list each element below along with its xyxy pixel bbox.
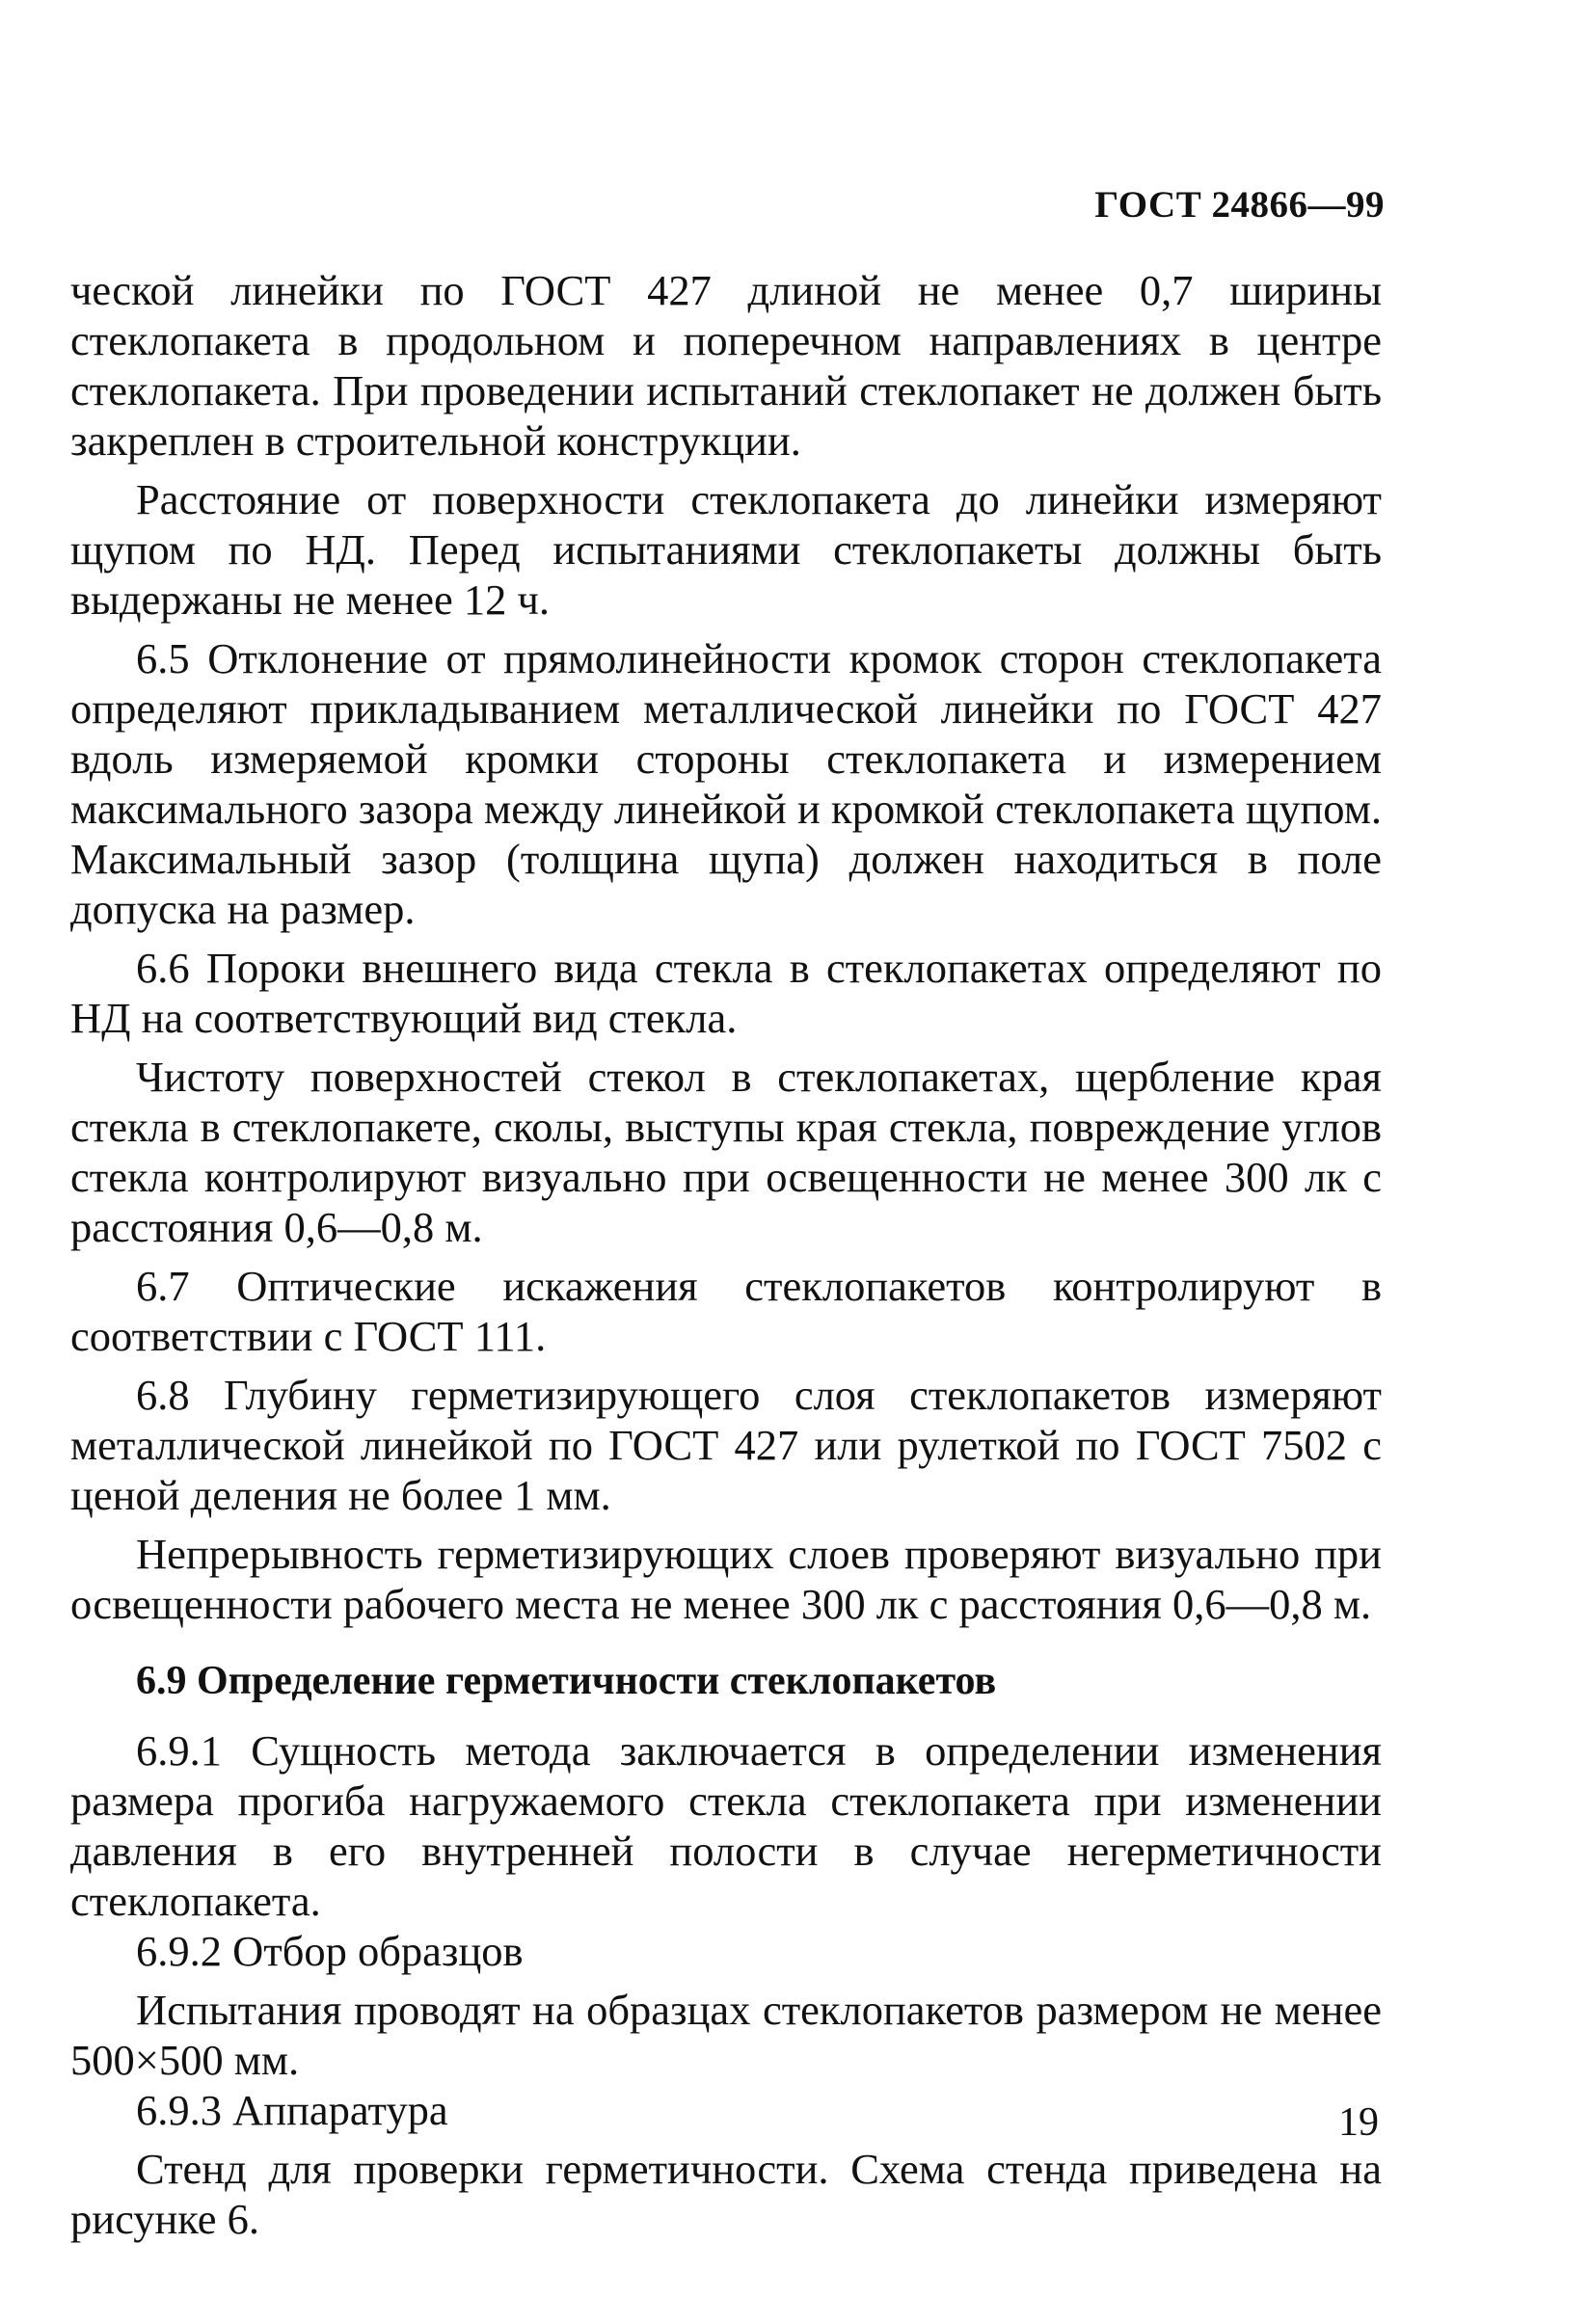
paragraph: Стенд для проверки герметичности. Схема стенда приведена на рисунке 6. — [70, 2145, 1382, 2243]
paragraph-6-9-2: 6.9.2 Отбор образцов — [136, 1927, 524, 1975]
paragraph-6-6: 6.6 Пороки внешнего вида стекла в стеклопакетах определяют по НД на соответствующий вид стекла. — [70, 944, 1382, 1042]
page-header-standard-code: ГОСТ 24866—99 — [1094, 184, 1385, 226]
paragraph-6-8: 6.8 Глубину герметизирующего слоя стеклопакетов измеряют металлической линейкой по ГОСТ 427 или рулеткой по ГОСТ 7502 с ценой деления не более 1 мм. — [70, 1371, 1382, 1519]
paragraph: Непрерывность герметизирующих слоев проверяют визуально при освещенности рабочего места не менее 300 лк с расстояния 0,6—0,8 м. — [70, 1530, 1382, 1628]
page-body — [70, 265, 1382, 2244]
paragraph: Расстояние от поверхности стеклопакета до линейки измеряют щупом по НД. Перед испытаниями стеклопакеты должны быть выдержаны не менее 12 ч. — [70, 475, 1382, 624]
paragraph-6-5: 6.5 Отклонение от прямолинейности кромок сторон стеклопакета определяют прикладыванием металлической линейки по ГОСТ 427 вдоль измеряемой кромки стороны стеклопакета и измерением максимального зазора между линейкой и кромкой стеклопакета щупом. Максимальный зазор (толщина щупа) должен находиться в поле допуска на размер. — [70, 634, 1382, 933]
section-heading-6-9: 6.9 Определение герметичности стеклопакетов — [136, 1659, 997, 1703]
paragraph: Чистоту поверхностей стекол в стеклопакетах, щербление края стекла в стеклопакете, сколы, выступы края стекла, повреждение углов стекла контролируют визуально при освещенности не менее 300 лк с расстояния 0,6—0,8 м. — [70, 1053, 1382, 1251]
paragraph-6-7: 6.7 Оптические искажения стеклопакетов контролируют в соответствии с ГОСТ 111. — [70, 1262, 1382, 1360]
paragraph: Испытания проводят на образцах стеклопакетов размером не менее 500×500 мм. — [70, 1986, 1382, 2084]
paragraph-6-9-1: 6.9.1 Сущность метода заключается в определении изменения размера прогиба нагружаемого стекла стеклопакета при изменении давления в его внутренней полости в случае негерметичности стеклопакета. — [70, 1726, 1382, 1925]
paragraph-6-9-3: 6.9.3 Аппаратура — [136, 2086, 448, 2134]
paragraph-continuation: ческой линейки по ГОСТ 427 длиной не менее 0,7 ширины стеклопакета в продольном и поперечном направлениях в центре стеклопакета. При проведении испытаний стеклопакет не должен быть закреплен в строительной конструкции. — [70, 266, 1382, 465]
page-number: 19 — [1338, 2100, 1379, 2145]
